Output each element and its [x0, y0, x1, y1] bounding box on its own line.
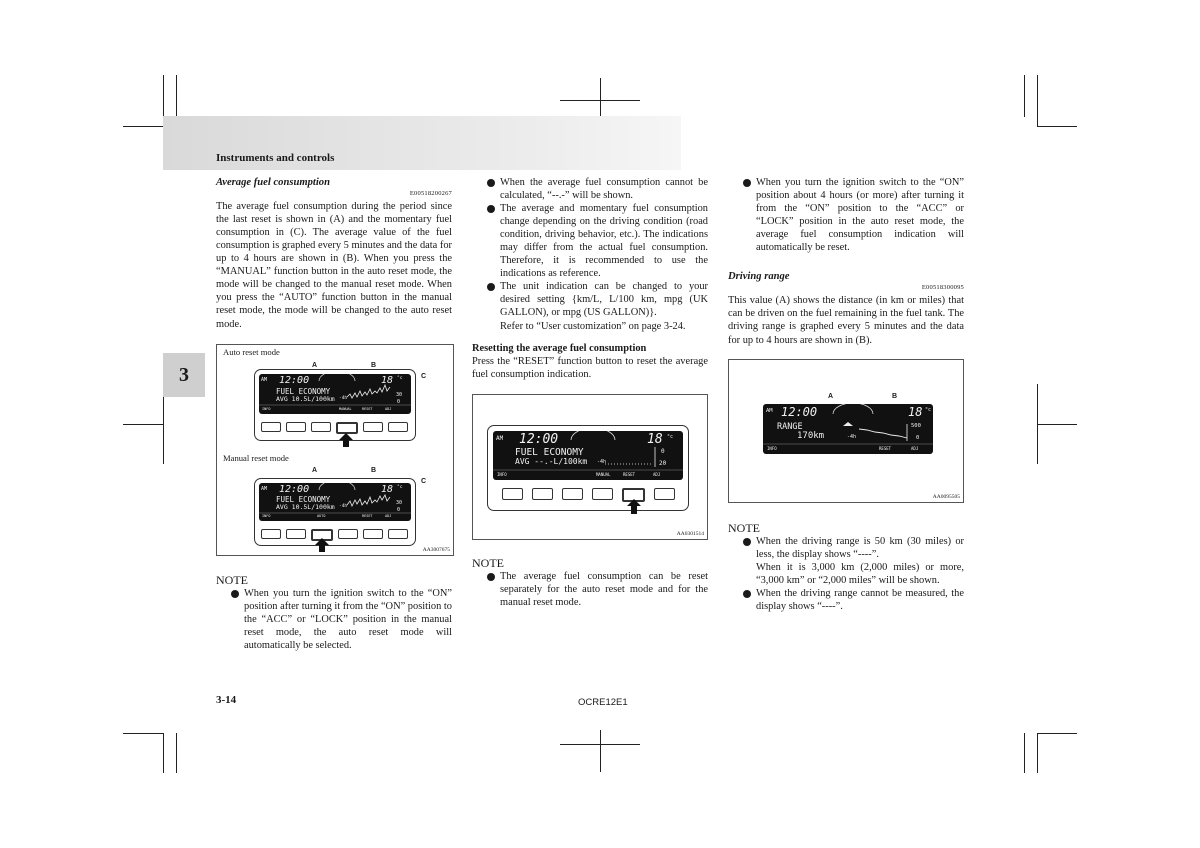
- bullet-icon: [487, 283, 495, 291]
- reset-screen: [493, 431, 683, 480]
- screen-am: AM: [496, 435, 504, 442]
- callout-a: A: [828, 393, 834, 400]
- average-fuel-body: The average fuel consumption during the period since the last reset is shown in (A) and the momentary fuel consumption in (C). The average value of the fuel consumption is graphed every 5 minutes and the data for up to 4 hours are shown in (B). When you press the “MANUAL” function button in the auto reset mode, the mode will be changed to the manual reset mode. When you press the “AUTO” function button in the manual reset mode, the mode will be changed to the auto reset mode.: [216, 201, 452, 330]
- function-button-5[interactable]: [363, 529, 383, 539]
- function-buttons: [261, 529, 408, 541]
- screen-scale-bottom: 0: [397, 399, 401, 405]
- page-number: 3-14: [216, 694, 237, 706]
- screen-temp: 18: [381, 484, 394, 495]
- arrow-up-icon: [315, 538, 329, 552]
- note-bullet-unmeasurable: When the driving range cannot be measured, the display shows “----”.: [728, 587, 964, 613]
- screen-hours: -4h: [339, 396, 348, 401]
- arrow-up-icon: [627, 499, 641, 514]
- bullet-conditions: The average and momentary fuel consumption change depending on the driving condition (road condition, driving behavior, etc.). The indications may differ from the actual fuel consumption. Therefore, it is recommended to use the indications as reference.: [472, 202, 708, 280]
- function-button-2[interactable]: [286, 422, 306, 432]
- screen-hours: -4h: [597, 459, 607, 465]
- screen-clock: 12:00: [279, 484, 310, 495]
- screen-hours: -4h: [339, 504, 348, 509]
- softkey-info: INFO: [767, 446, 777, 451]
- bullet-icon: [487, 179, 495, 187]
- auto-mode-screen: [259, 374, 411, 414]
- column-middle: [472, 176, 708, 381]
- document-code: OCRE12E1: [578, 697, 628, 708]
- arrow-up-icon: [339, 433, 353, 447]
- figure-code: AA3007675: [422, 547, 450, 553]
- figure-driving-range: [728, 359, 964, 503]
- softkey-info: INFO: [262, 407, 271, 411]
- callout-a-manual: A: [312, 467, 318, 474]
- callout-b-manual: B: [371, 467, 377, 474]
- screen-temp-unit: °c: [397, 485, 403, 490]
- bullet-auto-reset: When you turn the ignition switch to the “ON” position about 4 hours (or more) after turning it from the “ON” position to the “ACC” or “LOCK” position in the auto reset mode, the average fuel consumption indication will automatically be reset.: [728, 176, 964, 254]
- range-graph: [763, 404, 933, 454]
- driving-range-body: This value (A) shows the distance (in km or miles) that can be driven on the fuel remaining in the fuel tank. The driving range is graphed every 5 minutes and the data for up to 4 hours are shown in (B).: [728, 295, 964, 346]
- function-button-3[interactable]: [311, 422, 331, 432]
- function-button-1[interactable]: [502, 488, 523, 500]
- note-label: NOTE: [216, 573, 248, 587]
- manual-mode-display: [254, 478, 416, 546]
- note-label: NOTE: [728, 521, 760, 535]
- section-code: E00518200267: [409, 190, 452, 198]
- screen-line1: FUEL ECONOMY: [276, 387, 331, 396]
- screen-scale-top: 30: [396, 500, 403, 506]
- screen-temp-unit: °c: [397, 376, 403, 381]
- bullet-icon: [487, 573, 495, 581]
- softkey-manual: MANUAL: [596, 472, 611, 477]
- auto-mode-display: [254, 369, 416, 441]
- softkey-reset: RESET: [362, 514, 373, 518]
- bullet-icon: [743, 590, 751, 598]
- screen-temp-unit: °c: [925, 407, 932, 413]
- reset-body: Press the “RESET” function button to reset the average fuel consumption indication.: [472, 355, 708, 380]
- softkey-reset: RESET: [879, 446, 892, 451]
- screen-am: AM: [766, 408, 773, 414]
- note-bullet: When you turn the ignition switch to the “ON” position after turning it from the “ON” position to the “ACC” or “LOCK” position in the manual reset mode, the auto reset mode will automatically be selected.: [216, 587, 452, 652]
- screen-clock: 12:00: [279, 375, 310, 386]
- softkey-adj: ADJ: [653, 472, 661, 477]
- softkey-reset: RESET: [362, 407, 373, 411]
- screen-scale-bottom: 0: [916, 435, 920, 441]
- function-button-6[interactable]: [388, 422, 408, 432]
- column-middle-note: [472, 557, 708, 609]
- screen-clock: 12:00: [781, 405, 818, 419]
- column-right-note: [728, 522, 964, 613]
- manual-reset-label: Manual reset mode: [223, 453, 289, 463]
- screen-clock: 12:00: [519, 432, 559, 447]
- screen-scale-top: 500: [911, 423, 921, 429]
- driving-range-heading: Driving range: [728, 271, 790, 283]
- function-button-1[interactable]: [261, 529, 281, 539]
- screen-hours: -4h: [847, 434, 857, 440]
- auto-reset-label: Auto reset mode: [223, 347, 280, 357]
- function-button-3[interactable]: [562, 488, 583, 500]
- function-buttons: [502, 488, 675, 502]
- callout-b: B: [892, 393, 898, 400]
- section-title: Instruments and controls: [216, 152, 335, 164]
- function-button-2[interactable]: [532, 488, 553, 500]
- screen-scale-bottom: 20: [659, 460, 667, 467]
- callout-a: A: [312, 362, 318, 369]
- screen-line1: FUEL ECONOMY: [515, 447, 584, 458]
- bullet-icon: [743, 179, 751, 187]
- bullet-icon: [487, 205, 495, 213]
- function-button-5[interactable]: [363, 422, 383, 432]
- note-label: NOTE: [472, 556, 504, 570]
- softkey-adj: ADJ: [911, 446, 919, 451]
- reset-display: [487, 425, 689, 511]
- chapter-tab: 3: [163, 353, 205, 397]
- screen-temp: 18: [647, 432, 663, 447]
- screen-line2: AVG 10.5L/100km: [276, 503, 335, 511]
- function-button-2[interactable]: [286, 529, 306, 539]
- average-fuel-heading: Average fuel consumption: [216, 177, 330, 188]
- bullet-icon: [231, 590, 239, 598]
- screen-temp: 18: [908, 405, 923, 419]
- softkey-info: INFO: [262, 514, 271, 518]
- note-bullet: The average fuel consumption can be reset separately for the auto reset mode and for the manual reset mode.: [472, 570, 708, 609]
- callout-b: B: [371, 362, 377, 369]
- function-button-4[interactable]: [338, 529, 358, 539]
- function-buttons: [261, 422, 408, 434]
- softkey-info: INFO: [497, 472, 507, 477]
- column-left-note: [216, 574, 452, 652]
- range-screen: [763, 404, 933, 454]
- softkey-manual: MANUAL: [339, 407, 352, 411]
- function-button-6[interactable]: [388, 529, 408, 539]
- screen-line1: RANGE: [777, 422, 803, 432]
- callout-c-manual: C: [421, 478, 427, 485]
- softkey-reset: RESET: [623, 472, 636, 477]
- figure-code: AA0301514: [676, 531, 704, 537]
- screen-am: AM: [261, 486, 268, 492]
- figure-reset-button: [472, 394, 708, 540]
- screen-line2: AVG 10.5L/100km: [276, 395, 335, 403]
- softkey-adj: ADJ: [385, 407, 392, 411]
- note-bullet-range-low: When the driving range is 50 km (30 miles) or less, the display shows “----”. When it is 3,000 km (2,000 miles) or more, “3,000 km” or “2,000 miles” will be shown.: [728, 535, 964, 587]
- screen-am: AM: [261, 377, 268, 383]
- function-button-6[interactable]: [654, 488, 675, 500]
- page-reference: Refer to “User customization” on page 3-24.: [500, 320, 686, 332]
- bullet-unit: The unit indication can be changed to your desired setting {km/L, L/100 km, mpg (UK GALLON), or mpg (US GALLON)}. Refer to “User customization” on page 3-24.: [472, 280, 708, 332]
- figure-code: AA0095505: [932, 494, 960, 500]
- function-button-1[interactable]: [261, 422, 281, 432]
- screen-scale-top: 0: [661, 448, 665, 455]
- screen-line1: FUEL ECONOMY: [276, 495, 331, 504]
- screen-scale-top: 30: [396, 392, 403, 398]
- softkey-auto: AUTO: [317, 514, 326, 518]
- callout-c: C: [421, 373, 427, 380]
- section-code: E00518300095: [921, 284, 964, 292]
- screen-line2: AVG --.-L/100km: [515, 457, 588, 466]
- screen-temp-unit: °c: [667, 434, 674, 440]
- column-left: [216, 176, 452, 331]
- bullet-cannot-calculate: When the average fuel consumption cannot be calculated, “--.-” will be shown.: [472, 176, 708, 202]
- softkey-adj: ADJ: [385, 514, 392, 518]
- reset-heading: Resetting the average fuel consumption: [472, 342, 647, 354]
- figure-reset-modes: [216, 344, 454, 556]
- screen-scale-bottom: 0: [397, 507, 401, 513]
- manual-mode-screen: [259, 483, 411, 521]
- column-right: [728, 176, 964, 347]
- screen-temp: 18: [381, 375, 394, 386]
- screen-line2: 170km: [797, 431, 825, 441]
- bullet-icon: [743, 538, 751, 546]
- function-button-4[interactable]: [592, 488, 613, 500]
